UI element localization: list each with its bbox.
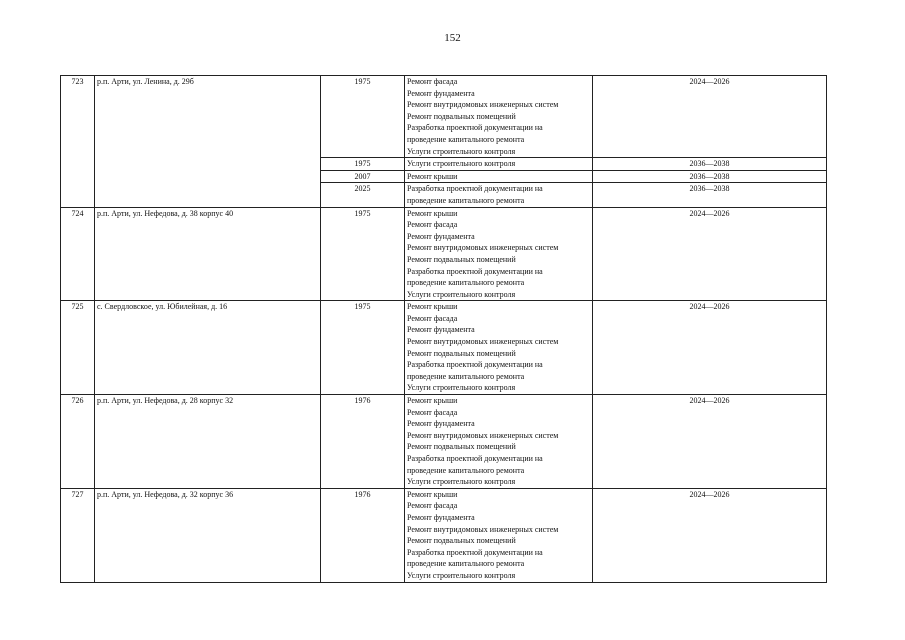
period-cell: 2036—2038 <box>593 183 827 207</box>
page-number: 152 <box>444 32 461 44</box>
work-item: Ремонт крыши <box>407 208 458 218</box>
table-row <box>61 488 827 582</box>
capital-repair-table <box>60 75 827 583</box>
work-item: Ремонт внутридомовых инженерных систем <box>407 430 559 440</box>
works-cell <box>405 76 593 158</box>
work-item: проведение капитального ремонта <box>407 278 525 288</box>
work-item: Ремонт фундамента <box>407 419 475 429</box>
work-item: Разработка проектной документации на <box>407 184 543 194</box>
year-cell: 1975 <box>321 301 405 395</box>
table-row <box>61 207 827 301</box>
work-item: Ремонт подвальных помещений <box>407 111 516 121</box>
work-item: Услуги строительного контроля <box>407 159 516 169</box>
work-item: Ремонт фундамента <box>407 325 475 335</box>
work-item: Ремонт подвальных помещений <box>407 348 516 358</box>
year-cell: 1976 <box>321 395 405 489</box>
work-item: Ремонт фундамента <box>407 231 475 241</box>
work-item: Ремонт внутридомовых инженерных систем <box>407 243 559 253</box>
work-item: Услуги строительного контроля <box>407 477 516 487</box>
work-item: Ремонт внутридомовых инженерных систем <box>407 524 559 534</box>
address-cell: р.п. Арти, ул. Нефедова, д. 38 корпус 40 <box>95 207 321 301</box>
period-cell: 2024—2026 <box>593 395 827 489</box>
house-number-cell: 724 <box>61 207 95 301</box>
work-item: Ремонт подвальных помещений <box>407 536 516 546</box>
period-cell: 2036—2038 <box>593 170 827 183</box>
works-cell <box>405 395 593 489</box>
table-row <box>61 76 827 158</box>
address-cell: р.п. Арти, ул. Нефедова, д. 32 корпус 36 <box>95 488 321 582</box>
work-item: Ремонт фасада <box>407 407 458 417</box>
works-cell <box>405 488 593 582</box>
address-cell: с. Свердловское, ул. Юбилейная, д. 16 <box>95 301 321 395</box>
table-row <box>61 301 827 395</box>
table-row <box>61 395 827 489</box>
year-cell: 1975 <box>321 158 405 171</box>
work-item: Услуги строительного контроля <box>407 570 516 580</box>
work-item: Ремонт фасада <box>407 501 458 511</box>
year-cell: 1975 <box>321 207 405 301</box>
work-item: Услуги строительного контроля <box>407 289 516 299</box>
work-item: проведение капитального ремонта <box>407 195 525 205</box>
work-item: Ремонт фундамента <box>407 88 475 98</box>
year-cell: 2025 <box>321 183 405 207</box>
work-item: Ремонт подвальных помещений <box>407 442 516 452</box>
work-item: Разработка проектной документации на <box>407 454 543 463</box>
period-cell: 2024—2026 <box>593 76 827 158</box>
work-item: Ремонт крыши <box>407 489 458 499</box>
work-item: Ремонт фасада <box>407 77 458 86</box>
works-cell <box>405 183 593 207</box>
work-item: Разработка проектной документации на <box>407 547 543 557</box>
work-item: Ремонт подвальных помещений <box>407 254 516 264</box>
house-number-cell: 723 <box>61 76 95 208</box>
year-cell: 1975 <box>321 76 405 158</box>
year-cell: 1976 <box>321 488 405 582</box>
work-item: проведение капитального ремонта <box>407 371 525 381</box>
work-item: Ремонт крыши <box>407 302 458 312</box>
work-item: Ремонт крыши <box>407 396 458 406</box>
work-item: проведение капитального ремонта <box>407 134 525 144</box>
work-item: Ремонт фундамента <box>407 512 475 522</box>
table-body <box>61 76 827 583</box>
work-item: Ремонт внутридомовых инженерных систем <box>407 337 559 347</box>
work-item: проведение капитального ремонта <box>407 559 525 569</box>
period-cell: 2036—2038 <box>593 158 827 171</box>
works-cell <box>405 301 593 395</box>
period-cell: 2024—2026 <box>593 488 827 582</box>
works-cell <box>405 170 593 183</box>
work-item: Услуги строительного контроля <box>407 383 516 393</box>
house-number-cell: 727 <box>61 488 95 582</box>
work-item: Разработка проектной документации на <box>407 123 543 133</box>
work-item: Ремонт крыши <box>407 171 458 181</box>
works-cell <box>405 207 593 301</box>
period-cell: 2024—2026 <box>593 301 827 395</box>
work-item: Услуги строительного контроля <box>407 146 516 156</box>
house-number-cell: 725 <box>61 301 95 395</box>
work-item: проведение капитального ремонта <box>407 465 525 475</box>
period-cell: 2024—2026 <box>593 207 827 301</box>
house-number-cell: 726 <box>61 395 95 489</box>
year-cell: 2007 <box>321 170 405 183</box>
works-cell <box>405 158 593 171</box>
work-item: Ремонт фасада <box>407 313 458 323</box>
work-item: Ремонт фасада <box>407 220 458 230</box>
work-item: Разработка проектной документации на <box>407 266 543 276</box>
address-cell: р.п. Арти, ул. Ленина, д. 29б <box>95 76 321 208</box>
address-cell: р.п. Арти, ул. Нефедова, д. 28 корпус 32 <box>95 395 321 489</box>
work-item: Разработка проектной документации на <box>407 360 543 370</box>
work-item: Ремонт внутридомовых инженерных систем <box>407 100 559 110</box>
